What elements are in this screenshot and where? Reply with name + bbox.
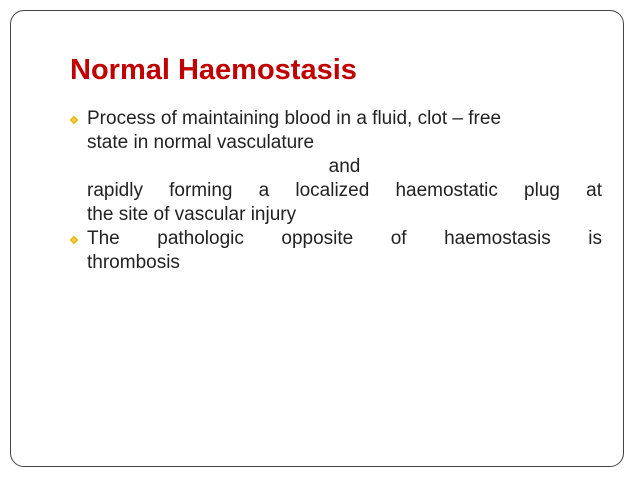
bullet-1-line-4: the site of vascular injury (87, 204, 297, 225)
diamond-bullet-icon (70, 236, 79, 245)
bullet-item-2 (70, 227, 602, 275)
bullet-1-line-3: rapidly forming a localized haemostatic plug at (87, 180, 602, 201)
bullet-2-line-1 (70, 227, 602, 251)
slide-body (70, 107, 602, 275)
bullet-item-1 (70, 107, 602, 227)
slide-title: Normal Haemostasis (70, 54, 357, 86)
bullet-1-connector: and (328, 156, 361, 177)
bullet-1-line-1 (70, 107, 602, 131)
bullet-1-line-2: state in normal vasculature (87, 132, 315, 153)
bullet-2-text-1: The pathologic opposite of haemostasis is (87, 228, 602, 249)
diamond-bullet-icon (70, 116, 79, 125)
bullet-1-text-1: Process of maintaining blood in a fluid, clot – free (87, 108, 502, 129)
bullet-2-line-2: thrombosis (87, 252, 180, 273)
